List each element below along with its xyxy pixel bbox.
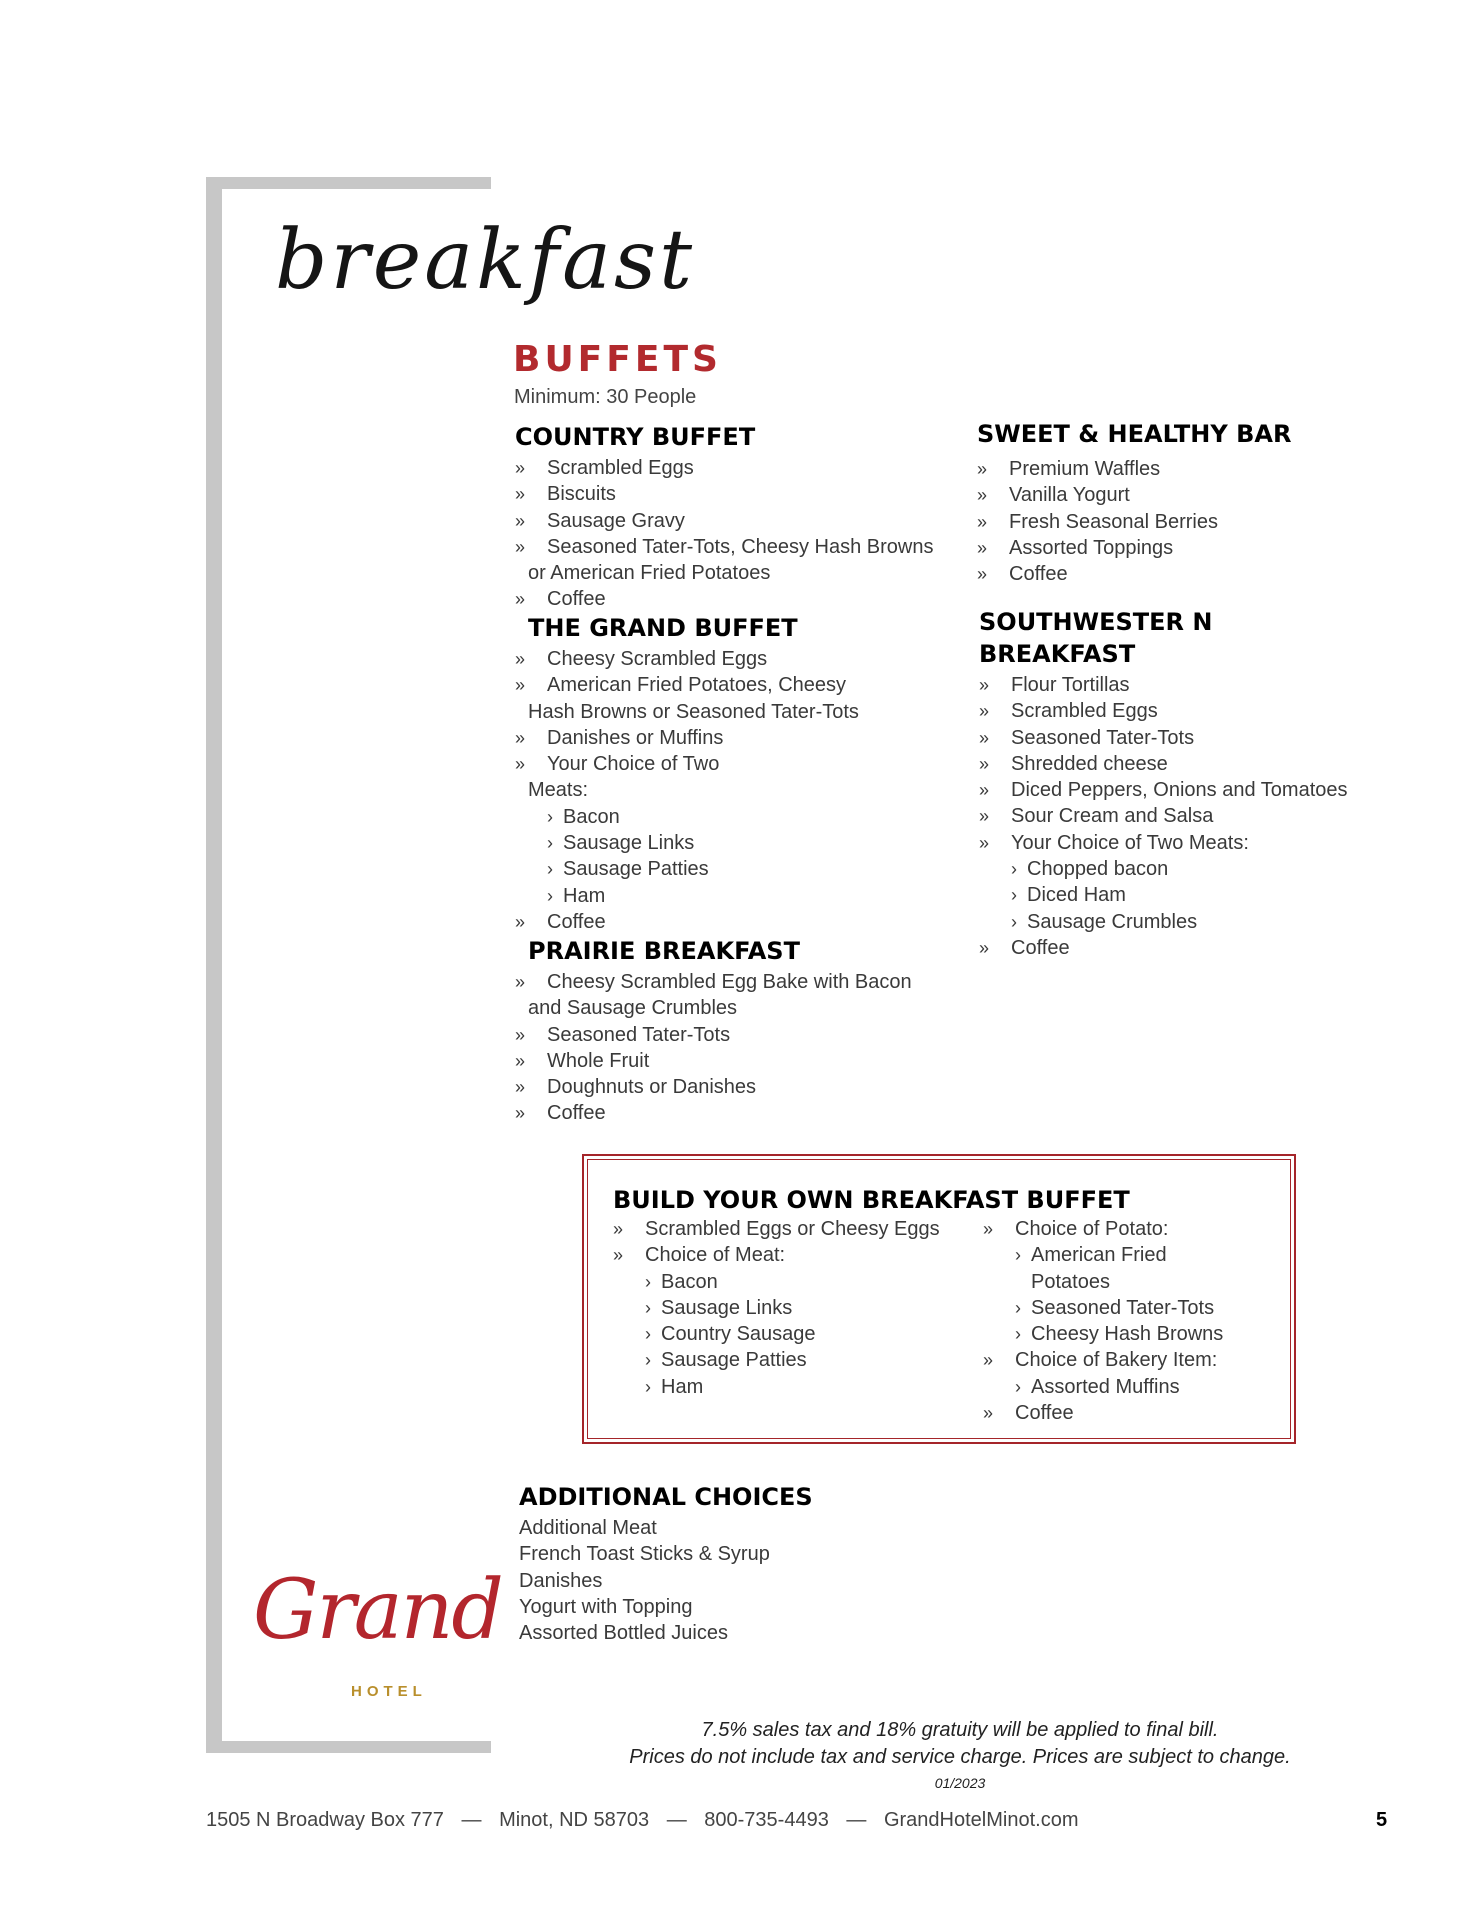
bullet-icon: »: [515, 510, 526, 531]
bullet-icon: »: [979, 675, 990, 695]
chevron-right-icon: ›: [645, 1350, 651, 1371]
menu-subitem: › Bacon: [613, 1269, 973, 1295]
bullet-icon: »: [515, 649, 526, 669]
price-note: Prices do not include tax and service charge. Prices are subject to change.: [629, 1746, 1291, 1768]
menu-item: French Toast Sticks & Syrup: [519, 1543, 770, 1566]
bullet-icon: »: [515, 458, 526, 478]
chevron-right-icon: ›: [1011, 911, 1017, 932]
menu-item: Danishes: [519, 1569, 603, 1592]
bullet-icon: »: [977, 537, 988, 558]
chevron-right-icon: ›: [547, 806, 553, 827]
bullet-icon: »: [515, 972, 526, 992]
southwestern-breakfast-menu: [979, 606, 1419, 961]
menu-item: » Fresh Seasonal Berries: [977, 509, 1417, 535]
footer-website[interactable]: GrandHotelMinot.com: [883, 1809, 1079, 1831]
chevron-right-icon: ›: [1015, 1297, 1021, 1318]
bullet-icon: »: [983, 1350, 994, 1371]
prairie-breakfast-menu: [515, 935, 955, 1127]
menu-item-continued: Hash Browns or Seasoned Tater-Tots: [528, 700, 859, 723]
menu-subitem: › Sausage Links: [613, 1295, 973, 1321]
menu-item: » Premium Waffles: [977, 456, 1417, 482]
section-subtitle: Minimum: 30 People: [514, 386, 697, 408]
menu-item: » American Fried Potatoes, Cheesy: [515, 672, 955, 698]
menu-subitem: › Sausage Patties: [515, 856, 955, 882]
frame-bottom-bar: [206, 1741, 491, 1753]
menu-subitem: › Diced Ham: [979, 882, 1419, 908]
chevron-right-icon: ›: [645, 1297, 651, 1318]
menu-item: Assorted Bottled Juices: [519, 1622, 728, 1645]
menu-subitem: › American Fried: [983, 1242, 1283, 1268]
menu-item: » Coffee: [979, 935, 1419, 961]
menu-subitem: › Seasoned Tater-Tots: [983, 1295, 1283, 1321]
bullet-icon: »: [979, 727, 990, 748]
chevron-right-icon: ›: [1015, 1376, 1021, 1397]
menu-item: » Coffee: [515, 1100, 955, 1126]
menu-item: » Choice of Meat:: [613, 1242, 973, 1268]
bullet-icon: »: [515, 1103, 526, 1124]
footer-separator: —: [461, 1809, 482, 1831]
menu-item: » Cheesy Scrambled Eggs: [515, 646, 955, 672]
country-buffet-menu: [515, 421, 955, 613]
section-title: BUFFETS: [513, 339, 722, 380]
menu-subitem: › Sausage Patties: [613, 1347, 973, 1373]
menu-subitem: › Sausage Crumbles: [979, 909, 1419, 935]
menu-item: » Coffee: [983, 1400, 1283, 1426]
chevron-right-icon: ›: [1015, 1245, 1021, 1266]
menu-item: » Coffee: [977, 561, 1417, 587]
build-your-own-title: BUILD YOUR OWN BREAKFAST BUFFET: [613, 1186, 1130, 1214]
bullet-icon: »: [979, 806, 990, 827]
chevron-right-icon: ›: [547, 833, 553, 854]
menu-item: » Danishes or Muffins: [515, 725, 955, 751]
menu-item: » Sour Cream and Salsa: [979, 803, 1419, 829]
menu-item: » Assorted Toppings: [977, 535, 1417, 561]
footer-contact: [206, 1809, 1078, 1832]
footer-city: Minot, ND 58703: [499, 1809, 650, 1831]
bullet-icon: »: [983, 1403, 994, 1424]
menu-subitem: › Assorted Muffins: [983, 1374, 1283, 1400]
menu-subitem-continued: Potatoes: [1031, 1270, 1110, 1293]
southwestern-breakfast-title: SOUTHWESTER N BREAKFAST: [979, 608, 1213, 668]
menu-item: » Doughnuts or Danishes: [515, 1074, 955, 1100]
additional-choices-title: ADDITIONAL CHOICES: [519, 1483, 813, 1511]
page-number: 5: [1376, 1809, 1388, 1831]
bullet-icon: »: [979, 780, 990, 801]
menu-subitem: › Sausage Links: [515, 830, 955, 856]
menu-subitem: › Cheesy Hash Browns: [983, 1321, 1283, 1347]
menu-item: » Flour Tortillas: [979, 672, 1419, 698]
chevron-right-icon: ›: [547, 859, 553, 880]
footer-separator: —: [846, 1809, 867, 1831]
bullet-icon: »: [515, 536, 526, 557]
bullet-icon: »: [515, 589, 526, 610]
menu-item: » Coffee: [515, 909, 955, 935]
bullet-icon: »: [979, 753, 990, 774]
menu-item: » Biscuits: [515, 481, 955, 507]
menu-item: » Cheesy Scrambled Egg Bake with Bacon: [515, 969, 955, 995]
bullet-icon: »: [979, 832, 990, 853]
menu-item: » Vanilla Yogurt: [977, 482, 1417, 508]
sweet-healthy-bar-title: SWEET & HEALTHY BAR: [977, 420, 1292, 448]
menu-subitem: › Bacon: [515, 804, 955, 830]
chevron-right-icon: ›: [1015, 1324, 1021, 1345]
menu-item: » Your Choice of Two: [515, 751, 955, 777]
bullet-icon: »: [977, 564, 988, 585]
chevron-right-icon: ›: [547, 885, 553, 906]
menu-item-continued: Meats:: [528, 779, 589, 802]
frame-top-bar: [206, 177, 491, 189]
build-your-own-left-column: [613, 1216, 973, 1400]
bullet-icon: »: [515, 1024, 526, 1045]
menu-item: Yogurt with Topping: [519, 1595, 693, 1618]
chevron-right-icon: ›: [645, 1376, 651, 1397]
revision-date: 01/2023: [934, 1775, 986, 1791]
chevron-right-icon: ›: [645, 1271, 651, 1292]
menu-item: » Whole Fruit: [515, 1048, 955, 1074]
build-your-own-right-column: [983, 1216, 1283, 1426]
menu-item: » Scrambled Eggs or Cheesy Eggs: [613, 1216, 973, 1242]
menu-item: » Choice of Bakery Item:: [983, 1347, 1283, 1373]
menu-item: » Diced Peppers, Onions and Tomatoes: [979, 777, 1419, 803]
bullet-icon: »: [977, 485, 988, 506]
footer-phone: 800-735-4493: [704, 1809, 829, 1831]
menu-item: » Seasoned Tater-Tots, Cheesy Hash Browns: [515, 534, 955, 560]
additional-choices-menu: [519, 1481, 959, 1646]
menu-item: » Your Choice of Two Meats:: [979, 830, 1419, 856]
bullet-icon: »: [983, 1219, 994, 1239]
bullet-icon: »: [979, 701, 990, 722]
logo-script-text: Grand: [253, 1563, 502, 1658]
sweet-healthy-bar-menu: [977, 418, 1417, 587]
footer-address: 1505 N Broadway Box 777: [206, 1809, 444, 1831]
bullet-icon: »: [515, 727, 526, 748]
bullet-icon: »: [515, 675, 526, 696]
chevron-right-icon: ›: [1011, 885, 1017, 906]
chevron-right-icon: ›: [1011, 859, 1017, 880]
menu-item: » Seasoned Tater-Tots: [515, 1022, 955, 1048]
menu-item: » Scrambled Eggs: [979, 698, 1419, 724]
prairie-breakfast-title: PRAIRIE BREAKFAST: [528, 937, 800, 965]
bullet-icon: »: [515, 1077, 526, 1098]
bullet-icon: »: [515, 754, 526, 775]
frame-left-bar: [206, 177, 222, 1753]
menu-item-continued: and Sausage Crumbles: [528, 997, 738, 1020]
menu-item: Additional Meat: [519, 1517, 657, 1539]
chevron-right-icon: ›: [645, 1324, 651, 1345]
menu-subitem: › Ham: [613, 1374, 973, 1400]
tax-note: 7.5% sales tax and 18% gratuity will be applied to final bill.: [701, 1719, 1219, 1741]
menu-item: » Sausage Gravy: [515, 508, 955, 534]
page-title: breakfast: [275, 213, 696, 308]
bullet-icon: »: [515, 911, 526, 932]
menu-item: » Choice of Potato:: [983, 1216, 1283, 1242]
logo-hotel-text: HOTEL: [351, 1683, 427, 1700]
bullet-icon: »: [977, 511, 988, 532]
menu-item: » Coffee: [515, 586, 955, 612]
menu-subitem: › Country Sausage: [613, 1321, 973, 1347]
menu-item-continued: or American Fried Potatoes: [528, 562, 771, 585]
bullet-icon: »: [977, 459, 988, 479]
bullet-icon: »: [515, 1050, 526, 1071]
bullet-icon: »: [979, 937, 990, 958]
menu-item: » Seasoned Tater-Tots: [979, 725, 1419, 751]
pricing-notes: [560, 1717, 1360, 1795]
footer-separator: —: [666, 1809, 687, 1831]
bullet-icon: »: [613, 1245, 624, 1266]
menu-subitem: › Ham: [515, 883, 955, 909]
menu-item: » Scrambled Eggs: [515, 455, 955, 481]
grand-buffet-menu: [515, 612, 955, 935]
grand-buffet-title: THE GRAND BUFFET: [528, 614, 798, 642]
bullet-icon: »: [515, 484, 526, 505]
bullet-icon: »: [613, 1219, 624, 1239]
grand-hotel-logo: [253, 1563, 502, 1730]
menu-item: » Shredded cheese: [979, 751, 1419, 777]
menu-subitem: › Chopped bacon: [979, 856, 1419, 882]
country-buffet-title: COUNTRY BUFFET: [515, 423, 756, 451]
